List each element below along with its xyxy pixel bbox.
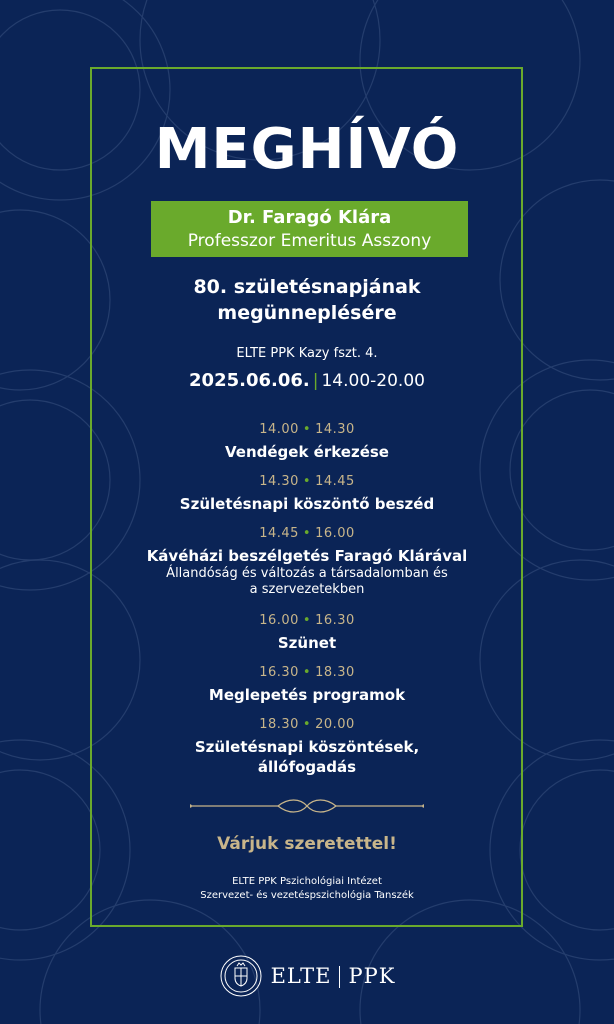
logo-wordmark: ELTE PPK xyxy=(270,963,396,988)
schedule-subtitle: Állandóság és változás a társadalomban és xyxy=(166,566,448,581)
university-seal-icon xyxy=(219,954,263,998)
schedule-label: Meglepetés programok xyxy=(208,686,406,704)
event-datetime xyxy=(0,369,614,393)
schedule-label: Szünet xyxy=(277,634,337,652)
schedule-time: 18.30 • 20.00 xyxy=(259,717,355,732)
schedule-time: 16.30 • 18.30 xyxy=(259,665,355,680)
occasion-line-2: megünneplésére xyxy=(217,302,397,324)
schedule-label: állófogadás xyxy=(257,758,357,776)
schedule-time: 14.45 • 16.00 xyxy=(259,526,355,541)
schedule-subtitle: a szervezetekben xyxy=(249,582,365,597)
schedule-item xyxy=(0,612,614,653)
schedule-time: 14.30 • 14.45 xyxy=(259,474,355,489)
event-hours: 14.00-20.00 xyxy=(321,371,425,391)
honoree-role: Professzor Emeritus Asszony xyxy=(187,231,432,251)
schedule-label: Születésnapi köszöntő beszéd xyxy=(179,495,435,513)
organizer-line-2: Szervezet- és vezetéspszichológia Tanszék xyxy=(200,890,414,901)
elte-ppk-logo xyxy=(0,952,614,1000)
schedule-item xyxy=(0,421,614,462)
closing-text: Várjuk szeretettel! xyxy=(217,834,397,854)
honoree-banner xyxy=(151,201,468,257)
occasion-line-1: 80. születésnapjának xyxy=(193,276,421,298)
schedule-label: Születésnapi köszöntések, xyxy=(194,738,420,756)
schedule-time: 14.00 • 14.30 xyxy=(259,422,355,437)
page-title: MEGHÍVÓ xyxy=(154,117,460,182)
separator-bar: | xyxy=(312,371,319,391)
schedule-label: Kávéházi beszélgetés Faragó Klárával xyxy=(146,547,468,565)
event-date: 2025.06.06. xyxy=(189,370,310,391)
schedule-item xyxy=(0,716,614,777)
schedule-item xyxy=(0,525,614,598)
honoree-name: Dr. Faragó Klára xyxy=(227,207,392,228)
organizer xyxy=(0,875,614,903)
schedule-time: 16.00 • 16.30 xyxy=(259,613,355,628)
schedule-item xyxy=(0,473,614,514)
schedule-item xyxy=(0,664,614,705)
venue: ELTE PPK Kazy fszt. 4. xyxy=(236,346,378,361)
ornamental-divider xyxy=(190,797,424,815)
occasion-text xyxy=(0,274,614,326)
schedule-label: Vendégek érkezése xyxy=(225,443,389,461)
organizer-line-1: ELTE PPK Pszichológiai Intézet xyxy=(232,876,382,887)
